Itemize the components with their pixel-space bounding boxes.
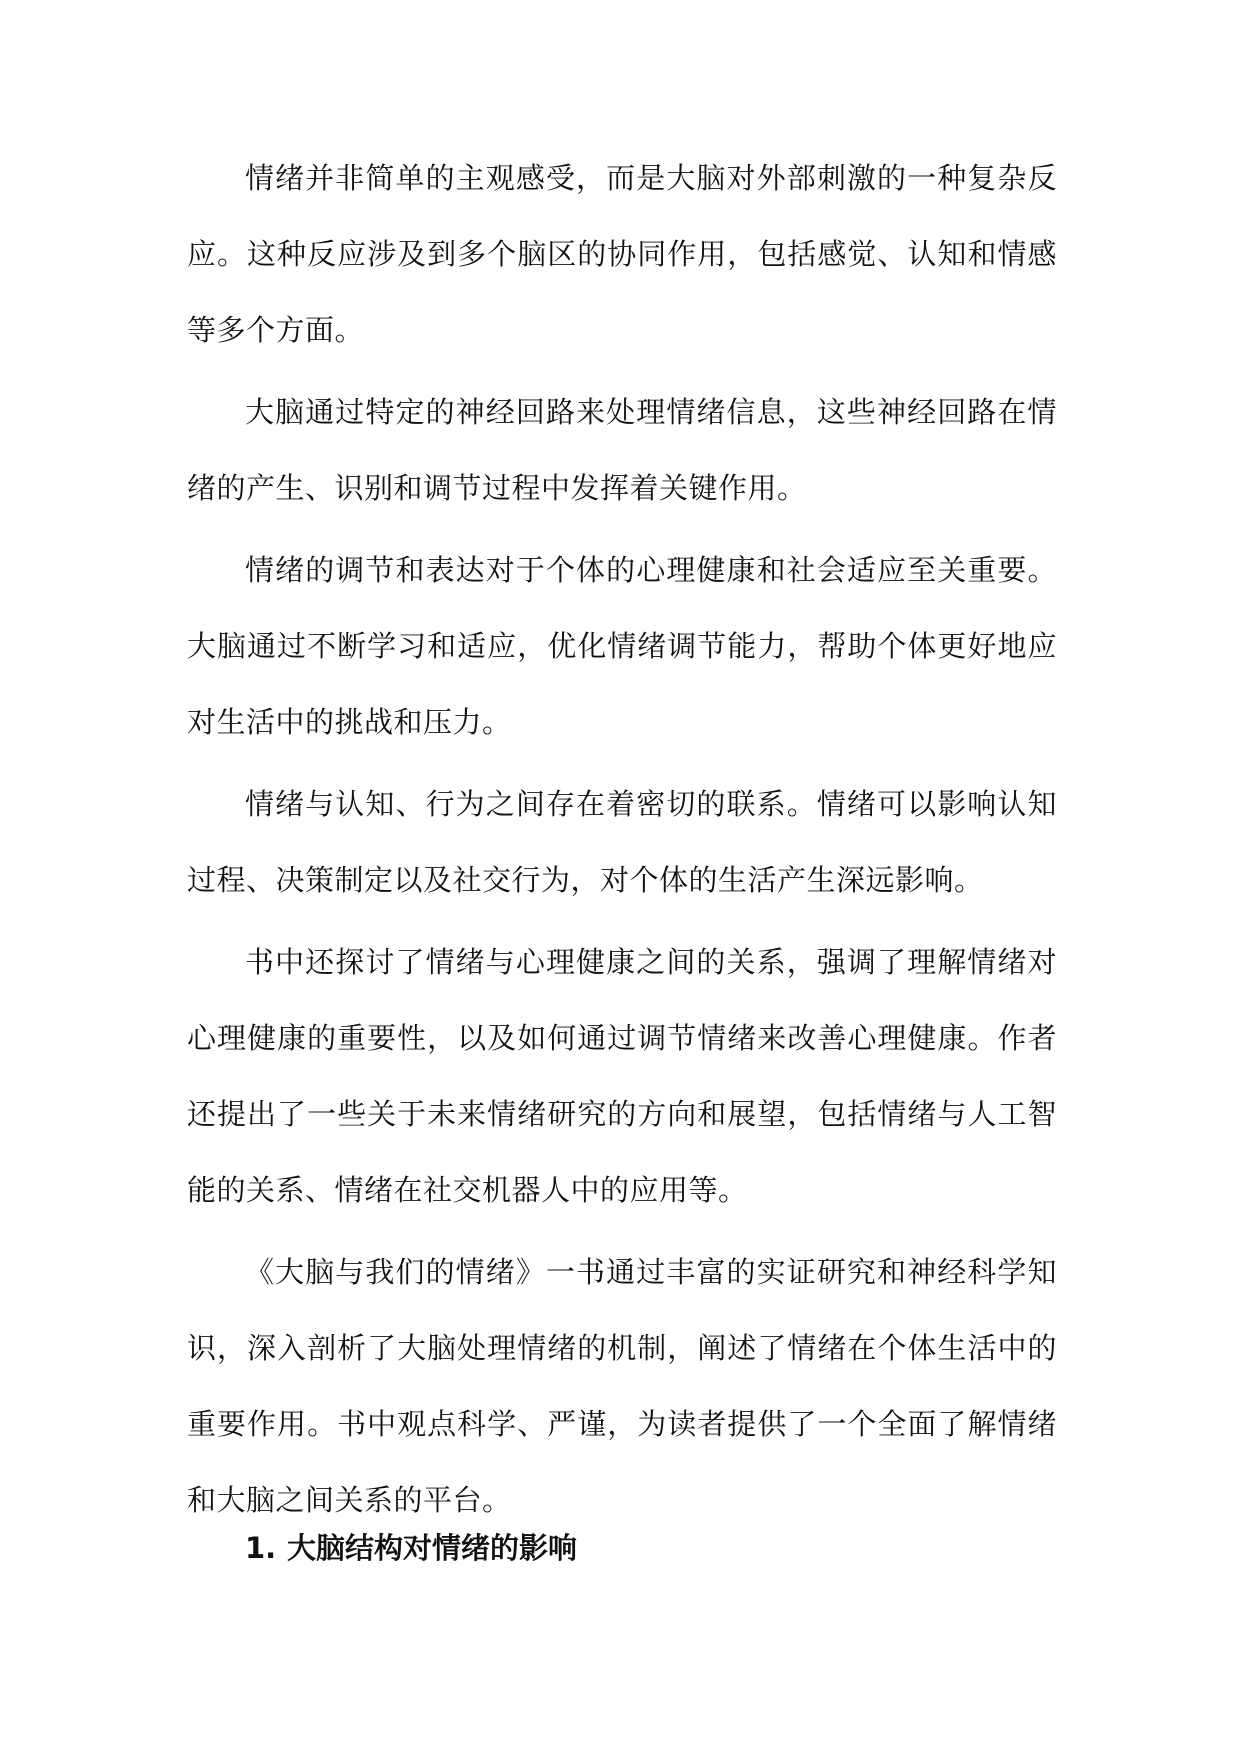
paragraph: 情绪并非简单的主观感受，而是大脑对外部刺激的一种复杂反应。这种反应涉及到多个脑区的协同作用，包括感觉、认知和情感等多个方面。	[187, 161, 1057, 347]
section-heading	[245, 1528, 1045, 1568]
paragraph: 情绪的调节和表达对于个体的心理健康和社会适应至关重要。大脑通过不断学习和适应，优化情绪调节能力，帮助个体更好地应对生活中的挑战和压力。	[187, 553, 1057, 739]
paragraph: 书中还探讨了情绪与心理健康之间的关系，强调了理解情绪对心理健康的重要性，以及如何通过调节情绪来改善心理健康。作者还提出了一些关于未来情绪研究的方向和展望，包括情绪与人工智能的关系、情绪在社交机器人中的应用等。	[187, 945, 1057, 1207]
section-title: 大脑结构对情绪的影响	[287, 1531, 578, 1565]
body-text	[187, 140, 1057, 1544]
paragraph: 《大脑与我们的情绪》一书通过丰富的实证研究和神经科学知识，深入剖析了大脑处理情绪的机制，阐述了情绪在个体生活中的重要作用。书中观点科学、严谨，为读者提供了一个全面了解情绪和大脑之间关系的平台。	[187, 1255, 1057, 1517]
paragraph: 情绪与认知、行为之间存在着密切的联系。情绪可以影响认知过程、决策制定以及社交行为，对个体的生活产生深远影响。	[187, 787, 1057, 897]
paragraph: 大脑通过特定的神经回路来处理情绪信息，这些神经回路在情绪的产生、识别和调节过程中发挥着关键作用。	[187, 395, 1057, 505]
section-number: 1.	[245, 1531, 277, 1565]
